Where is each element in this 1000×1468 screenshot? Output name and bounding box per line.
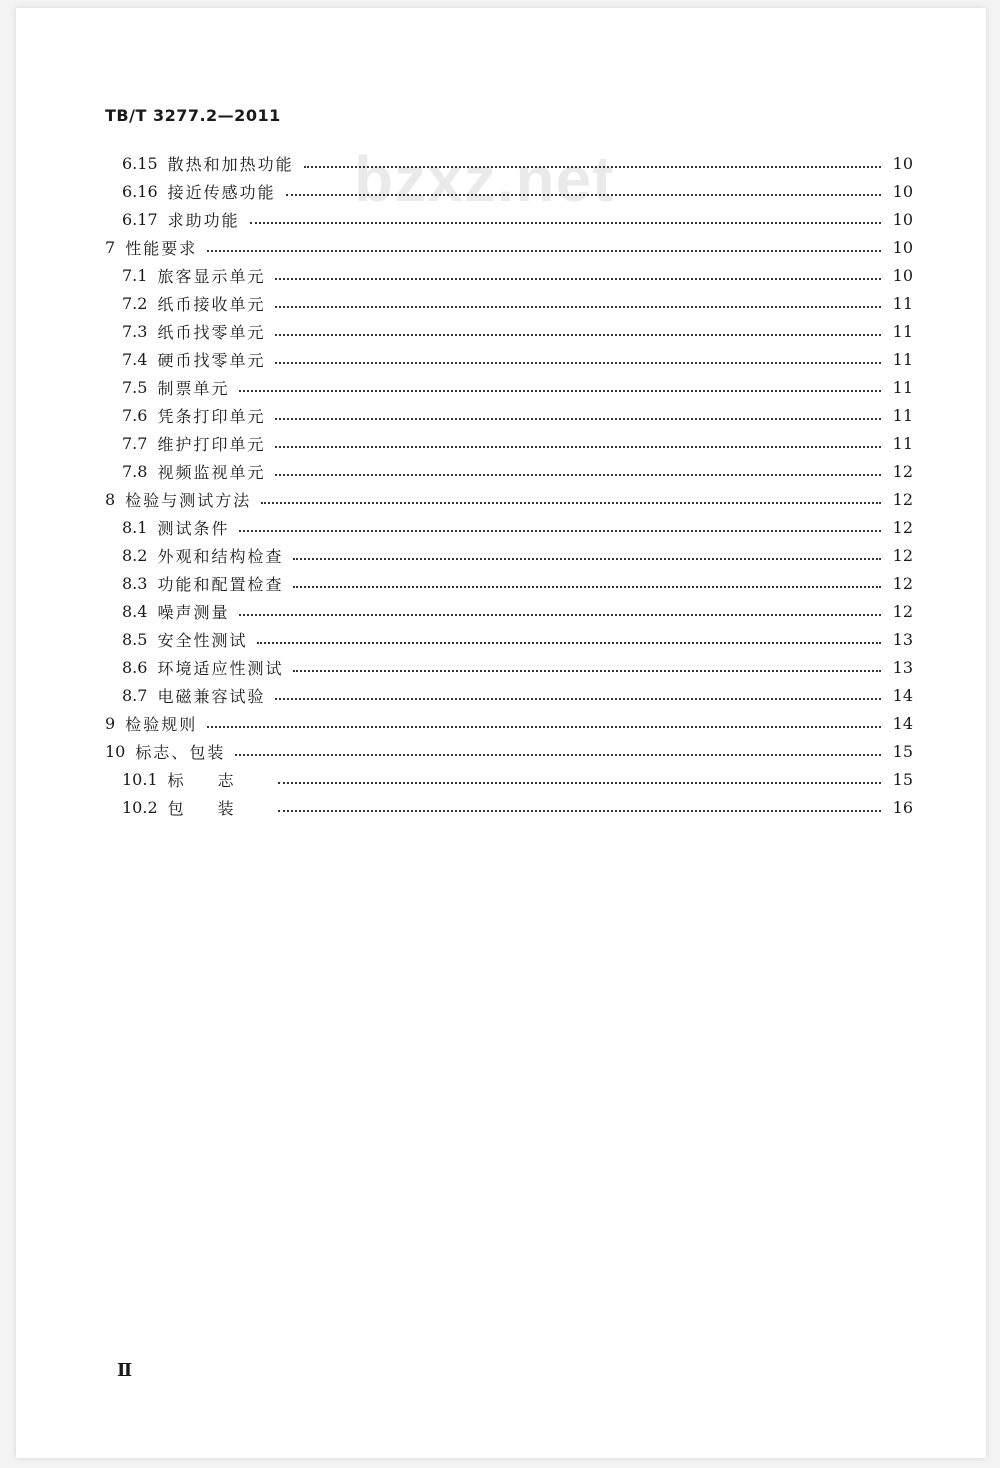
- toc-entry-page: 12: [892, 517, 913, 537]
- dot-leader: [304, 166, 881, 168]
- toc-entry-title: 检验规则: [125, 714, 198, 734]
- toc-entry-number: 7.2: [122, 293, 148, 313]
- toc-entry-title: 包装: [167, 798, 268, 818]
- toc-entry: [105, 317, 913, 345]
- toc-entry-title: 接近传感功能: [167, 182, 276, 202]
- toc-entry-page: 13: [892, 657, 913, 677]
- toc-entry-title: 安全性测试: [157, 630, 248, 650]
- toc-entry-number: 7.4: [122, 349, 148, 369]
- toc-entry: [105, 289, 913, 317]
- dot-leader: [275, 418, 881, 420]
- toc-entry-title: 散热和加热功能: [167, 154, 294, 174]
- toc-entry-page: 11: [892, 433, 913, 453]
- toc-entry-page: 10: [892, 209, 913, 229]
- toc-entry-number: 7.1: [122, 265, 148, 285]
- toc-entry: [105, 429, 913, 457]
- toc-entry-page: 15: [892, 769, 913, 789]
- toc-entry-page: 11: [892, 349, 913, 369]
- toc-entry-title: 纸币找零单元: [157, 322, 266, 342]
- toc-entry: [105, 709, 913, 737]
- toc-entry: [105, 457, 913, 485]
- toc-entry-number: 10: [105, 741, 126, 761]
- toc-entry: [105, 597, 913, 625]
- dot-leader: [239, 614, 881, 616]
- toc-entry-page: 15: [892, 741, 913, 761]
- toc-entry-page: 14: [892, 685, 913, 705]
- toc-entry: [105, 261, 913, 289]
- toc-entry-number: 7.5: [122, 377, 148, 397]
- toc-entry-number: 7.3: [122, 321, 148, 341]
- toc-entry-title: 视频监视单元: [157, 462, 266, 482]
- toc-entry: [105, 765, 913, 793]
- dot-leader: [278, 782, 881, 784]
- toc-entry-page: 10: [892, 265, 913, 285]
- watermark: bzxz.net: [354, 143, 615, 215]
- dot-leader: [257, 642, 881, 644]
- toc-entry-title: 制票单元: [157, 378, 230, 398]
- toc-entry: [105, 233, 913, 261]
- toc-entry-number: 10.2: [122, 797, 158, 817]
- dot-leader: [275, 474, 881, 476]
- dot-leader: [275, 362, 881, 364]
- toc-entry-page: 12: [892, 545, 913, 565]
- toc-entry-number: 8.6: [122, 657, 148, 677]
- toc-entry-title: 旅客显示单元: [157, 266, 266, 286]
- toc-entry: [105, 653, 913, 681]
- dot-leader: [293, 586, 881, 588]
- toc-entry-number: 8.5: [122, 629, 148, 649]
- toc-entry: [105, 373, 913, 401]
- toc-entry: [105, 625, 913, 653]
- toc-entry: [105, 205, 913, 233]
- toc-entry: [105, 345, 913, 373]
- dot-leader: [275, 278, 881, 280]
- toc-entry-number: 8.3: [122, 573, 148, 593]
- toc-entry-page: 12: [892, 489, 913, 509]
- toc-entry-title: 电磁兼容试验: [157, 686, 266, 706]
- dot-leader: [261, 502, 881, 504]
- toc-entry: [105, 485, 913, 513]
- dot-leader: [293, 670, 881, 672]
- dot-leader: [293, 558, 881, 560]
- toc-entry-page: 12: [892, 461, 913, 481]
- dot-leader: [275, 334, 881, 336]
- toc-entry-number: 10.1: [122, 769, 158, 789]
- toc-entry-page: 11: [892, 293, 913, 313]
- toc-entry-number: 7.7: [122, 433, 148, 453]
- toc-entry-page: 12: [892, 601, 913, 621]
- toc-entry-number: 8.7: [122, 685, 148, 705]
- toc-entry: [105, 513, 913, 541]
- toc-entry-number: 8: [105, 489, 116, 509]
- toc-entry-title: 标志: [167, 770, 268, 790]
- document-page: [16, 8, 986, 1458]
- toc-entry: [105, 569, 913, 597]
- toc-entry-page: 10: [892, 181, 913, 201]
- toc-entry-number: 6.16: [122, 181, 158, 201]
- dot-leader: [275, 698, 881, 700]
- toc-entry-page: 11: [892, 377, 913, 397]
- toc-entry: [105, 737, 913, 765]
- toc-entry: [105, 401, 913, 429]
- toc-entry: [105, 149, 913, 177]
- toc-entry-page: 10: [892, 237, 913, 257]
- toc-entry: [105, 793, 913, 821]
- toc-entry-number: 8.4: [122, 601, 148, 621]
- dot-leader: [275, 446, 881, 448]
- toc-entry-page: 11: [892, 405, 913, 425]
- toc-entry-number: 9: [105, 713, 116, 733]
- toc-entry-page: 12: [892, 573, 913, 593]
- toc-entry-page: 13: [892, 629, 913, 649]
- dot-leader: [207, 250, 881, 252]
- toc-entry-number: 8.1: [122, 517, 148, 537]
- dot-leader: [250, 222, 881, 224]
- toc-entry-title: 噪声测量: [157, 602, 230, 622]
- toc-entry-page: 16: [892, 797, 913, 817]
- toc-entry-title: 测试条件: [157, 518, 230, 538]
- toc-entry-number: 7.6: [122, 405, 148, 425]
- toc-entry-number: 6.15: [122, 153, 158, 173]
- toc-entry-page: 11: [892, 321, 913, 341]
- table-of-contents: [105, 149, 913, 821]
- toc-entry-title: 功能和配置检查: [157, 574, 284, 594]
- standard-code: TB/T 3277.2—2011: [105, 106, 281, 125]
- dot-leader: [286, 194, 881, 196]
- page-number: Ⅱ: [117, 1360, 133, 1381]
- toc-entry-title: 外观和结构检查: [157, 546, 284, 566]
- toc-entry-title: 检验与测试方法: [125, 490, 252, 510]
- toc-entry-title: 纸币接收单元: [157, 294, 266, 314]
- toc-entry: [105, 541, 913, 569]
- toc-entry-number: 6.17: [122, 209, 158, 229]
- toc-entry-number: 7: [105, 237, 116, 257]
- toc-entry-title: 硬币找零单元: [157, 350, 266, 370]
- dot-leader: [239, 530, 881, 532]
- toc-entry-title: 标志、包装: [135, 742, 226, 762]
- toc-entry-page: 14: [892, 713, 913, 733]
- toc-entry: [105, 681, 913, 709]
- toc-entry-title: 性能要求: [125, 238, 198, 258]
- dot-leader: [239, 390, 881, 392]
- toc-entry: [105, 177, 913, 205]
- toc-entry-number: 8.2: [122, 545, 148, 565]
- dot-leader: [278, 810, 881, 812]
- toc-entry-title: 求助功能: [167, 210, 240, 230]
- toc-entry-title: 维护打印单元: [157, 434, 266, 454]
- toc-entry-title: 环境适应性测试: [157, 658, 284, 678]
- toc-entry-page: 10: [892, 153, 913, 173]
- dot-leader: [275, 306, 881, 308]
- dot-leader: [235, 754, 881, 756]
- toc-entry-title: 凭条打印单元: [157, 406, 266, 426]
- toc-entry-number: 7.8: [122, 461, 148, 481]
- dot-leader: [207, 726, 881, 728]
